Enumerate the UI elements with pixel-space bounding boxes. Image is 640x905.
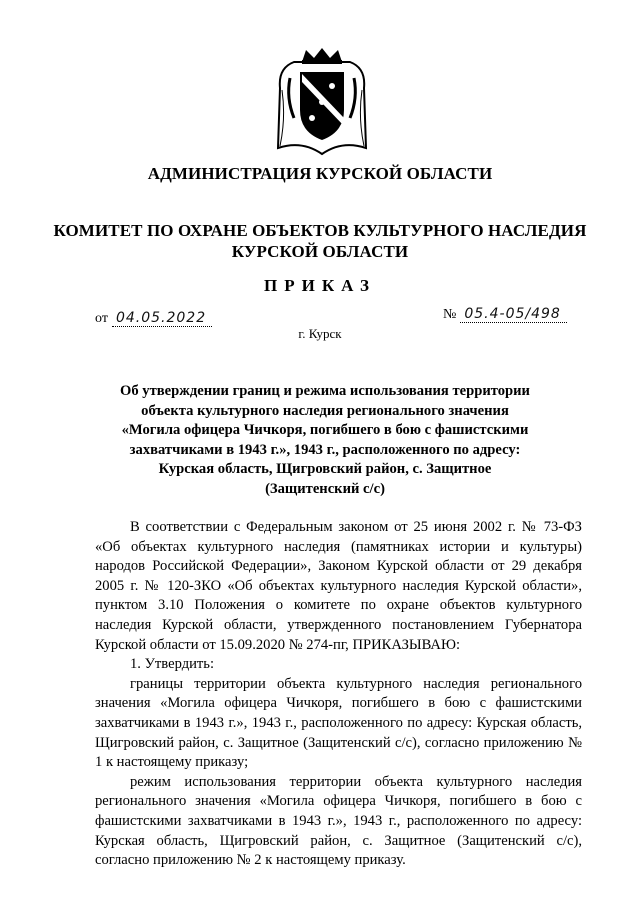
date-value: 04.05.2022 <box>112 310 212 327</box>
body-paragraph: границы территории объекта культурного наследия регионального значения «Могила офицера Чичкоря, погибшего в бою с фашистскими захватчиками в 1943 г.», 1943 г., расположенного по адресу: Курская область, Щигровский район, с. Защитное (Защитенский с/с), согласно приложению № 1 к настоящему приказу; <box>95 675 582 771</box>
date-prefix: от <box>95 311 108 326</box>
order-body <box>95 518 582 871</box>
order-title: Об утверждении границ и режима использования территории объекта культурного наследия регионального значения «Могила офицера Чичкоря, погибшего в бою с фашистскими захватчиками в 1943 г.», 1943 г., расположенного по адресу: Курская область, Щигровский район, с. Защитное (Защитенский с/с) <box>120 383 530 497</box>
committee-heading <box>0 220 640 262</box>
document-type: ПРИКАЗ <box>264 276 376 295</box>
committee-heading-line1: КОМИТЕТ ПО ОХРАНЕ ОБЪЕКТОВ КУЛЬТУРНОГО НАСЛЕДИЯ <box>53 221 587 240</box>
city: г. Курск <box>298 326 342 341</box>
order-date <box>95 310 212 327</box>
coat-of-arms-icon <box>272 48 372 156</box>
committee-heading-line2: КУРСКОЙ ОБЛАСТИ <box>231 242 409 261</box>
body-paragraph: режим использования территории объекта культурного наследия регионального значения «Могила офицера Чичкоря, погибшего в бою с фашистскими захватчиками в 1943 г.», 1943 г., расположенного по адресу: Курская область, Щигровский район, с. Защитное (Защитенский с/с), согласно приложению № 2 к настоящему приказу. <box>95 773 582 869</box>
body-paragraph: 1. Утвердить: <box>130 656 215 673</box>
administration-heading: АДМИНИСТРАЦИЯ КУРСКОЙ ОБЛАСТИ <box>147 164 493 183</box>
number-value: 05.4-05/498 <box>460 306 566 323</box>
order-number <box>443 306 567 323</box>
number-prefix: № <box>443 307 457 322</box>
body-paragraph: В соответствии с Федеральным законом от 25 июня 2002 г. № 73-ФЗ «Об объектах культурного наследия (памятниках истории и культуры) народов Российской Федерации», Законом Курской области от 29 декабря 2005 г. № 120-ЗКО «Об объектах культурного наследия Курской области», пунктом 3.10 Положения о комитете по охране объектов культурного наследия Курской области, утвержденного постановлением Губернатора Курской области от 15.09.2020 № 274-пг, ПРИКАЗЫВАЮ: <box>95 519 582 653</box>
